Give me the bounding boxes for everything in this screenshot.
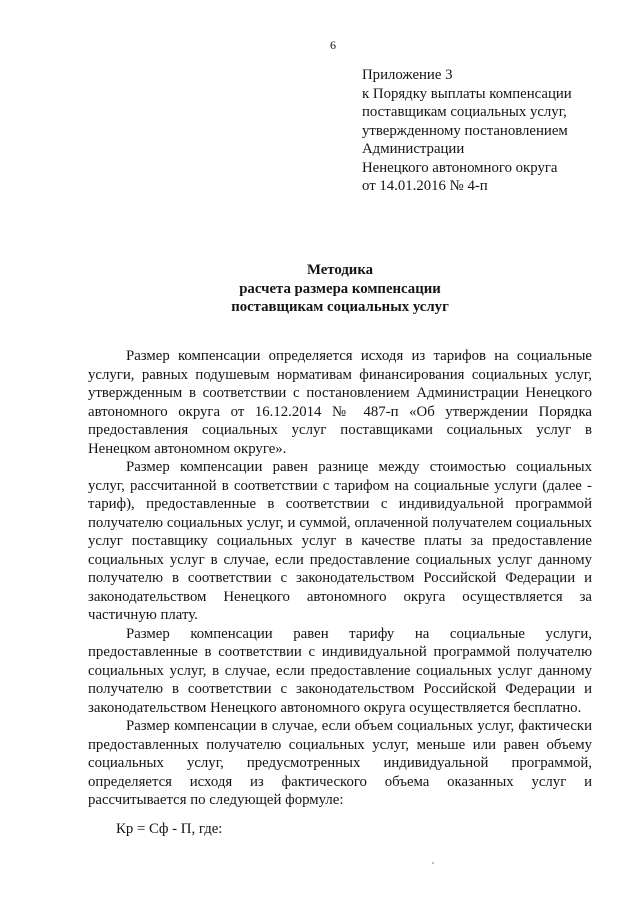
appendix-line: к Порядку выплаты компенсации (362, 85, 572, 102)
appendix-header (362, 66, 612, 196)
formula: Кр = Сф - П, где: (116, 821, 223, 837)
appendix-line: утвержденному постановлением (362, 122, 568, 139)
appendix-line: Администрации (362, 141, 465, 157)
scan-speck (432, 862, 434, 864)
appendix-line: поставщикам социальных услуг, (362, 104, 567, 120)
title-line: поставщикам социальных услуг (231, 299, 449, 315)
appendix-line: Ненецкого автономного округа (362, 159, 558, 176)
body-paragraph: Размер компенсации определяется исходя из тарифов на социальные услуги, равных подушевым нормативам финансирования социальных услуг, утвержденным в соответствии с постановлением Администрации Ненецкого автономного округа от 16.12.2014 № 487-п «Об утверждении Порядка предоставления социальных услуг поставщиками социальных услуг в Ненецком автономном округе». (88, 348, 592, 457)
document-title (0, 261, 640, 317)
appendix-line: от 14.01.2016 № 4-п (362, 178, 488, 194)
document-body (88, 347, 592, 810)
page-number: 6 (330, 38, 336, 52)
title-line: расчета размера компенсации (239, 280, 441, 297)
body-paragraph: Размер компенсации в случае, если объем социальных услуг, фактически предоставленных получателю социальных услуг, меньше или равен объему социальных услуг, предусмотренных индивидуальной программой, определяется исходя из фактического объема оказанных услуг и рассчитывается по следующей формуле: (88, 718, 592, 808)
body-paragraph: Размер компенсации равен разнице между стоимостью социальных услуг, рассчитанной в соответствии с тарифом на социальные услуги (далее - тариф), предоставленные в соответствии с индивидуальной программой получателю социальных услуг, и суммой, оплаченной получателем социальных услуг поставщику социальных услуг в качестве платы за предоставление социальных услуг в случае, если предоставление социальных услуг данному получателю в соответствии с законодательством Российской Федерации и законодательством Ненецкого автономного округа осуществляется за частичную плату. (88, 459, 592, 623)
body-paragraph: Размер компенсации равен тарифу на социальные услуги, предоставленные в соответствии с индивидуальной программой получателю социальных услуг, в случае, если предоставление социальных услуг данному получателю в соответствии с законодательством Российской Федерации и законодательством Ненецкого автономного округа осуществляется бесплатно. (88, 625, 592, 716)
appendix-line: Приложение 3 (362, 67, 453, 83)
title-line: Методика (306, 262, 374, 278)
